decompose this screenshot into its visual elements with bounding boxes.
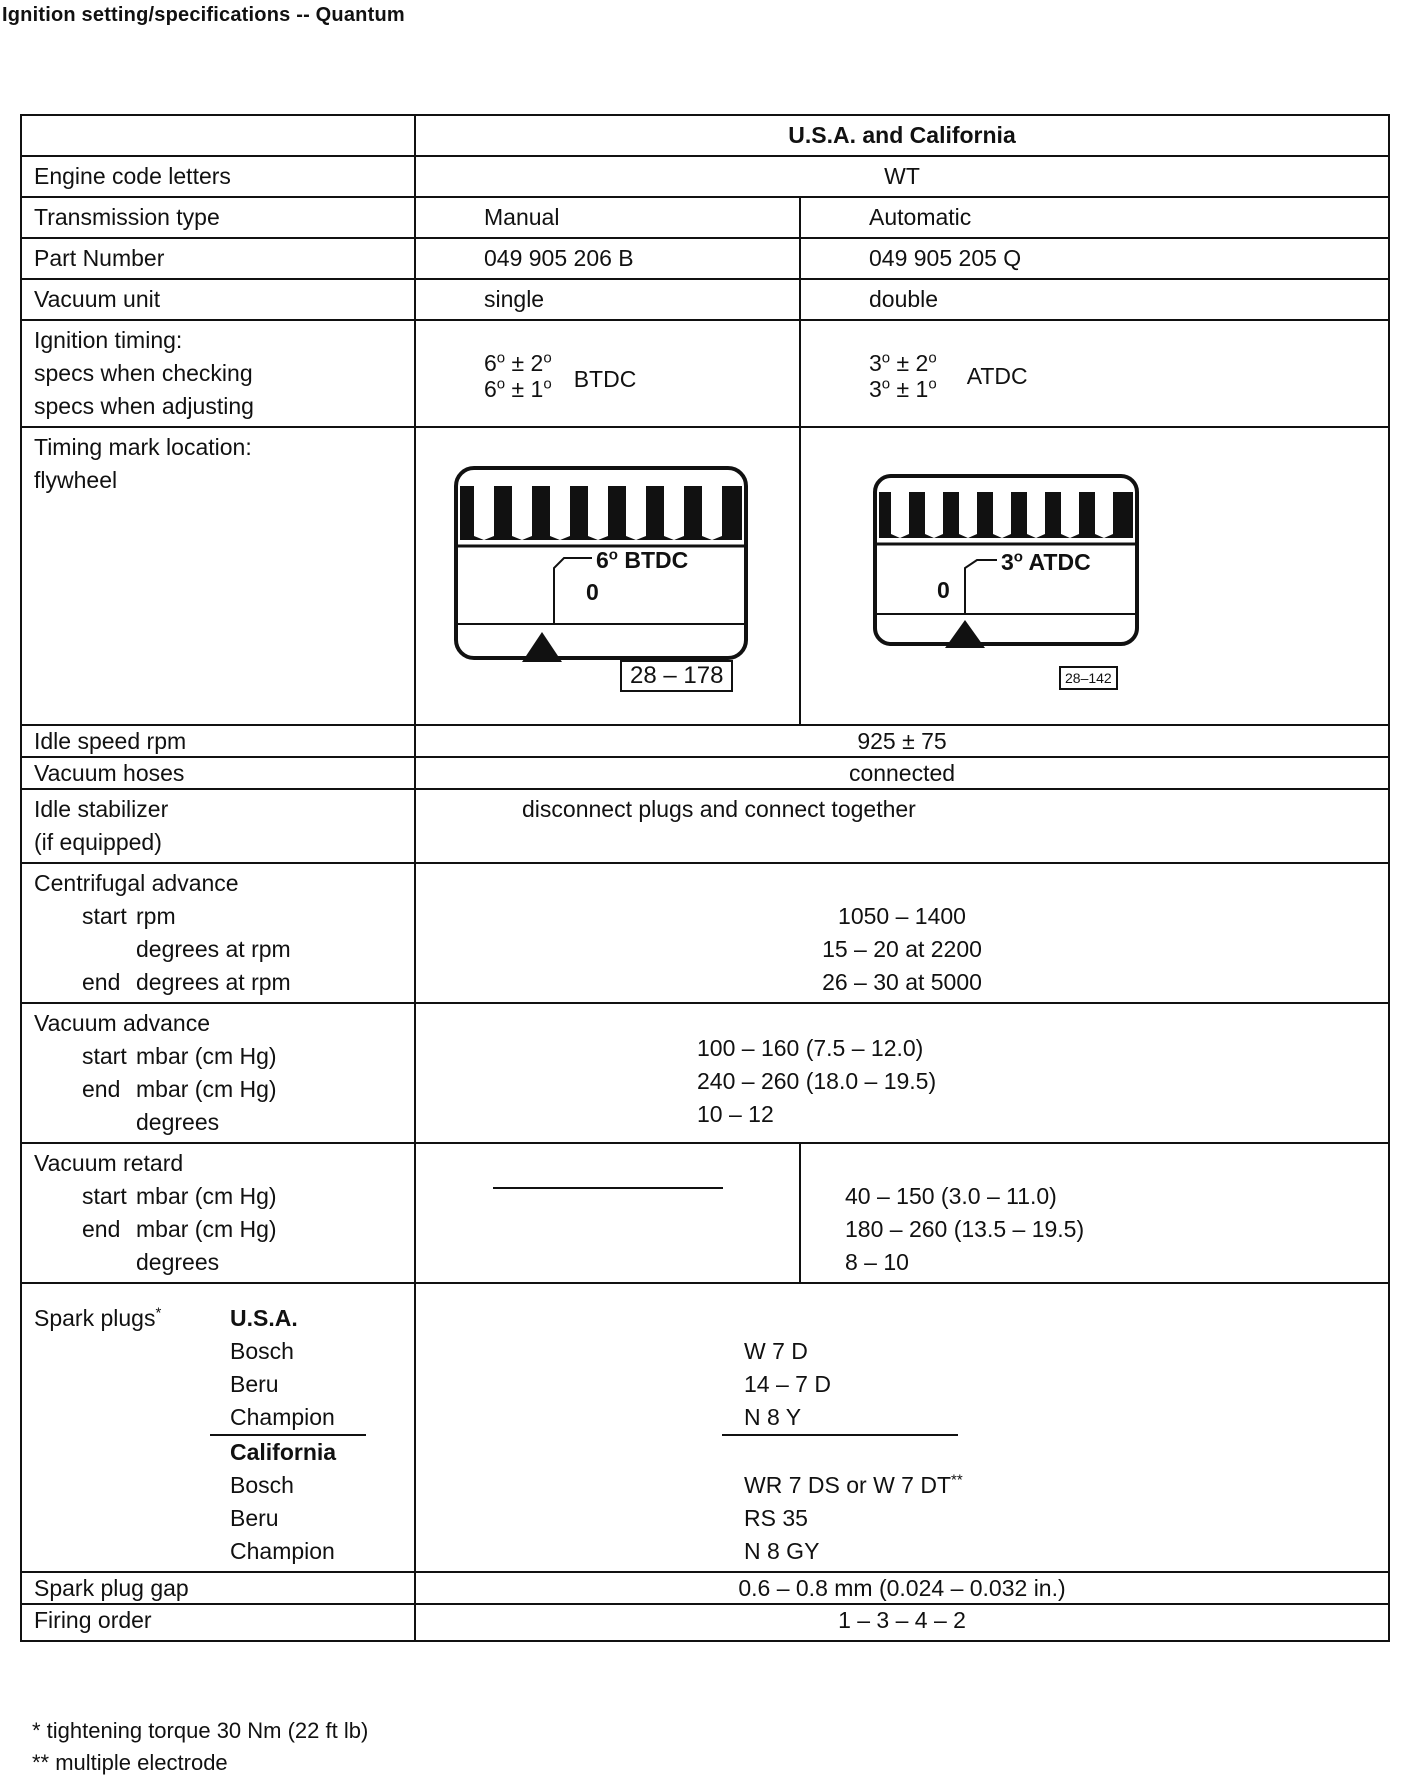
table-row [21, 863, 1389, 1003]
table-row [21, 279, 1389, 320]
automatic-ignition-timing: $3^o \pm 2^o$ $3^o \pm 1^o$ ATDC [800, 320, 1389, 427]
table-row [21, 320, 1389, 427]
region-header: U.S.A. and California [415, 115, 1389, 156]
vacuum-hoses-value: connected [415, 757, 1389, 789]
vacuum-advance-label: Vacuum advance start mbar (cm Hg) end mbar (cm Hg) degrees [21, 1003, 415, 1143]
table-row [21, 1283, 1389, 1572]
automatic-zero-mark: 0 [937, 577, 950, 603]
engine-code-value: WT [415, 156, 1389, 197]
row-label: Vacuum unit [21, 279, 415, 320]
page-title: Ignition setting/specifications -- Quantum [2, 4, 405, 26]
automatic-vacuum-retard-values: 40 – 150 (3.0 – 11.0) 180 – 260 (13.5 – 19.5) 8 – 10 [800, 1143, 1389, 1283]
row-label: Spark plug gap [21, 1572, 415, 1604]
row-label: Transmission type [21, 197, 415, 238]
automatic-part-number: 049 905 205 Q [800, 238, 1389, 279]
table-row [21, 197, 1389, 238]
row-label: Idle speed rpm [21, 725, 415, 757]
table-row [21, 238, 1389, 279]
spec-table [20, 114, 1390, 1642]
manual-ignition-timing: $6^o \pm 2^o$ $6^o \pm 1^o$ BTDC [415, 320, 800, 427]
manual-mark-label: 6$^o$ BTDC [596, 546, 689, 573]
spark-plugs-values: W 7 D 14 – 7 D N 8 Y WR 7 DS or W 7 DT** RS 35 N 8 GY [415, 1283, 1389, 1572]
table-row [21, 1143, 1389, 1283]
manual-header: Manual [415, 197, 800, 238]
manual-zero-mark: 0 [586, 579, 599, 605]
footnote-torque: * tightening torque 30 Nm (22 ft lb) [32, 1718, 369, 1743]
manual-timing-diagram [415, 427, 800, 725]
footnote-electrode: ** multiple electrode [32, 1750, 228, 1775]
automatic-vacuum-unit: double [800, 279, 1389, 320]
idle-stabilizer-value: disconnect plugs and connect together [415, 789, 1389, 863]
timing-mark-label: Timing mark location: flywheel [21, 427, 415, 725]
table-row [21, 427, 1389, 725]
manual-vacuum-retard [415, 1143, 800, 1283]
not-applicable-dash [493, 1187, 723, 1189]
table-row [21, 789, 1389, 863]
header-row [21, 115, 1389, 156]
table-row [21, 725, 1389, 757]
manual-part-number: 049 905 206 B [415, 238, 800, 279]
table-row [21, 757, 1389, 789]
firing-order-value: 1 – 3 – 4 – 2 [415, 1604, 1389, 1641]
row-label: Engine code letters [21, 156, 415, 197]
table-row [21, 1572, 1389, 1604]
idle-stabilizer-label: Idle stabilizer (if equipped) [21, 789, 415, 863]
row-label: Firing order [21, 1604, 415, 1641]
automatic-timing-reference: ATDC [966, 362, 1028, 389]
row-label: Part Number [21, 238, 415, 279]
ignition-timing-label: Ignition timing: specs when checking specs when adjusting [21, 320, 415, 427]
centrifugal-advance-values: 1050 – 1400 15 – 20 at 2200 26 – 30 at 5000 [415, 863, 1389, 1003]
table-row [21, 1003, 1389, 1143]
automatic-header: Automatic [800, 197, 1389, 238]
automatic-figure-number: 28–142 [1059, 666, 1118, 690]
automatic-timing-diagram [800, 427, 1389, 725]
flywheel-teeth [879, 485, 1133, 538]
automatic-mark-label: 3$^o$ ATDC [1001, 548, 1091, 575]
manual-timing-reference: BTDC [573, 365, 637, 392]
manual-figure-number: 28 – 178 [620, 660, 733, 692]
table-row [21, 156, 1389, 197]
row-label: Vacuum hoses [21, 757, 415, 789]
vacuum-retard-label: Vacuum retard start mbar (cm Hg) end mbar (cm Hg) degrees [21, 1143, 415, 1283]
centrifugal-advance-label: Centrifugal advance start rpm degrees at rpm end degrees at rpm [21, 863, 415, 1003]
spark-plug-gap-value: 0.6 – 0.8 mm (0.024 – 0.032 in.) [415, 1572, 1389, 1604]
flywheel-teeth [460, 478, 742, 540]
idle-speed-value: 925 ± 75 [415, 725, 1389, 757]
spark-plugs-label: Spark plugs* U.S.A. Bosch Beru Champion California Bosch Beru Champion [21, 1283, 415, 1572]
table-row [21, 1604, 1389, 1641]
vacuum-advance-values: 100 – 160 (7.5 – 12.0) 240 – 260 (18.0 – 19.5) 10 – 12 [415, 1003, 1389, 1143]
manual-vacuum-unit: single [415, 279, 800, 320]
